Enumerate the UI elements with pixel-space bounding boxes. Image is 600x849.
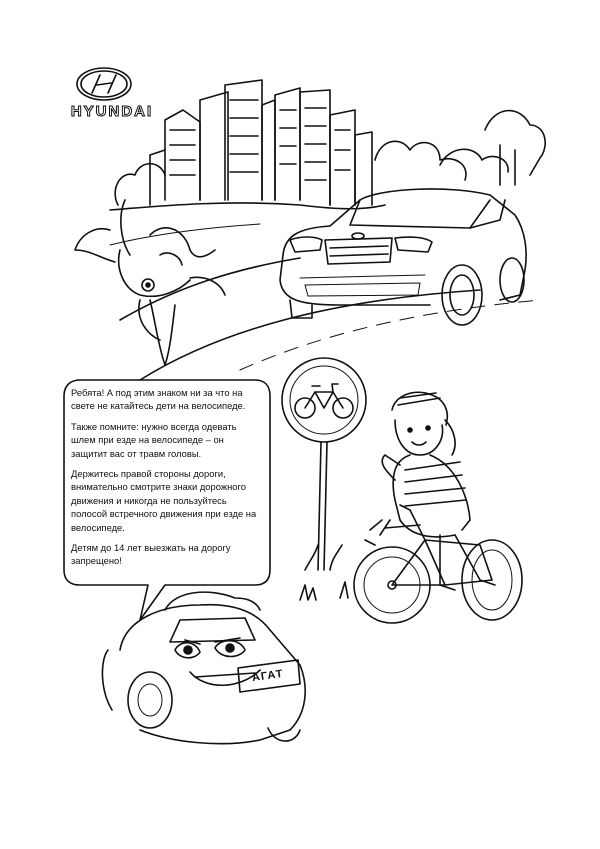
brand-wordmark: HYUNDAI <box>70 103 154 120</box>
safety-paragraph-4: Детям до 14 лет выезжать на дорогу запрещено! <box>71 542 231 567</box>
safety-paragraph-3: Держитесь правой стороны дороги, внимательно смотрите знаки дорожного движения и никогда не пользуйтесь полосой встречного движения при езде на велосипеде. <box>71 468 257 533</box>
grass <box>300 582 348 600</box>
safety-paragraph-2: Также помните: нужно всегда одевать шлем при езде на велосипеде – он защитит вас от травм головы. <box>71 420 237 459</box>
speech-bubble-text <box>71 386 259 575</box>
hyundai-logo-icon <box>77 68 131 100</box>
bicycle <box>354 505 522 623</box>
no-bicycle-sign-icon <box>282 358 366 570</box>
safety-paragraph-1: Ребята! А под этим знаком ни за что на свете не катайтесь дети на велосипеде. <box>71 387 246 412</box>
city-skyline <box>110 80 545 210</box>
suv-car <box>280 189 526 325</box>
child-cyclist <box>380 392 495 590</box>
license-plate: АГАТ <box>251 667 285 685</box>
road <box>110 224 540 380</box>
